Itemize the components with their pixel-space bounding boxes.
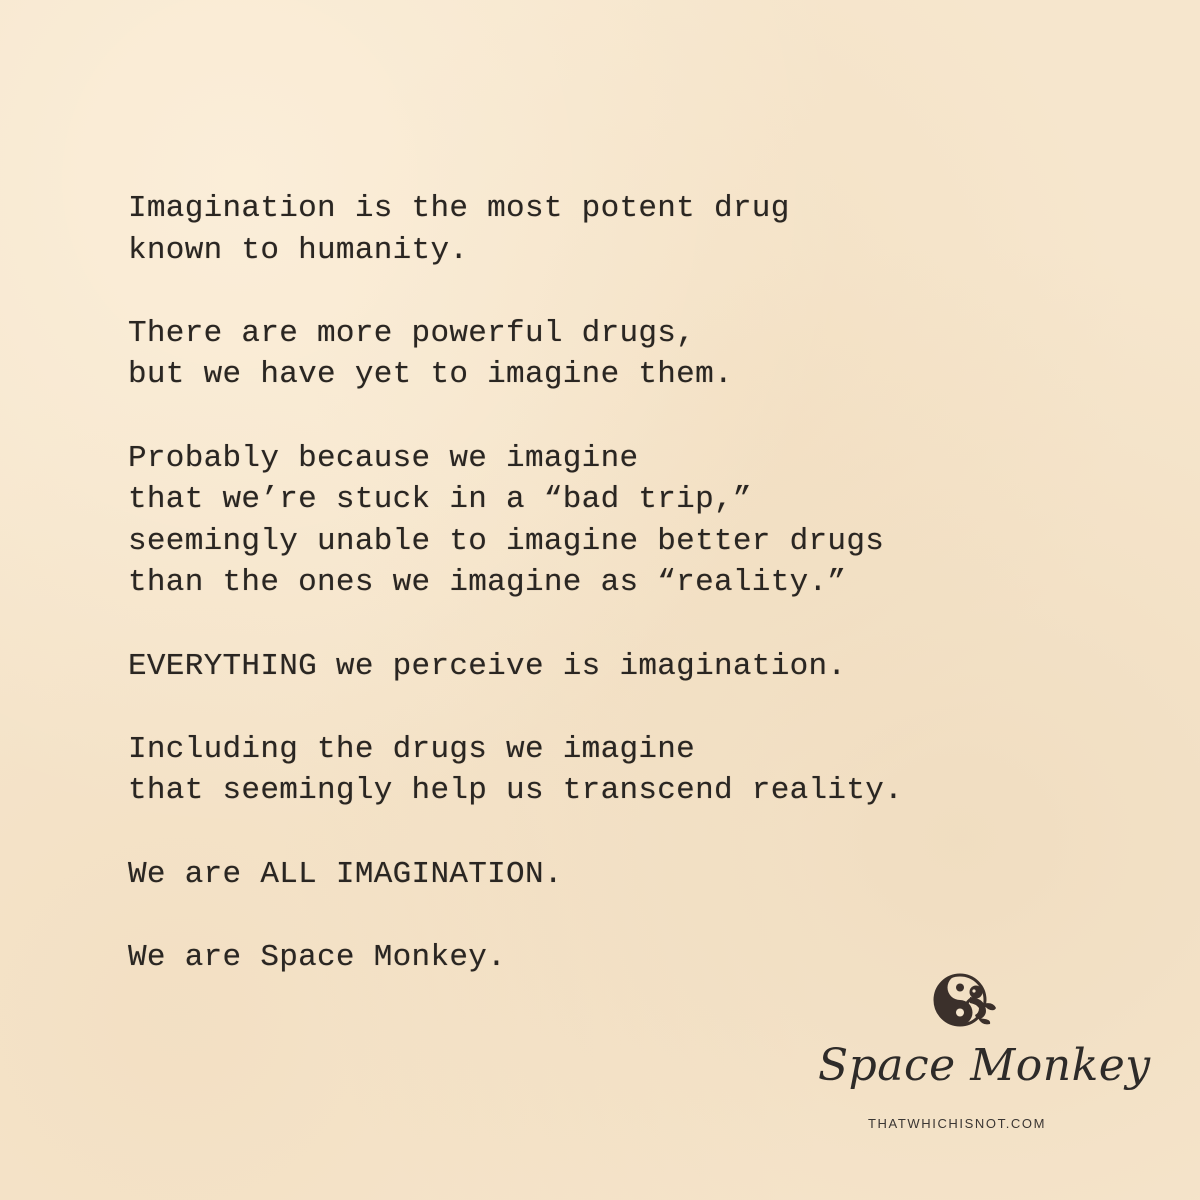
poem-stanza: [128, 646, 1028, 688]
poem-line: There are more powerful drugs,: [128, 315, 696, 351]
poem-line: than the ones we imagine as “reality.”: [128, 565, 847, 601]
poem-line: seemingly unable to imagine better drugs: [128, 523, 885, 559]
poem-line: Imagination is the most potent drug: [128, 191, 790, 226]
poem-stanza: [128, 438, 1028, 604]
poem-stanza: [128, 313, 1028, 396]
poem-line: We are ALL IMAGINATION.: [128, 856, 563, 892]
poem-line: EVERYTHING we perceive is imagination.: [128, 648, 847, 684]
poem-line: We are Space Monkey.: [128, 939, 507, 975]
brand-name: Space Monkey: [818, 1040, 1151, 1091]
space-monkey-logo-icon: [930, 968, 1002, 1032]
poem-line: Including the drugs we imagine: [128, 731, 696, 767]
poem-stanza: [128, 729, 1028, 812]
poem-stanza: [128, 937, 1028, 979]
poem-line: that we’re stuck in a “bad trip,”: [128, 482, 752, 518]
poem-line: but we have yet to imagine them.: [128, 357, 733, 393]
poem-stanza: [128, 854, 1028, 896]
poem-line: Probably because we imagine: [128, 440, 639, 476]
poem-text: [128, 188, 1028, 1020]
poem-stanza: [128, 188, 1028, 271]
poem-line: that seemingly help us transcend reality.: [128, 773, 904, 809]
poem-line: known to humanity.: [128, 232, 469, 268]
brand-url: THATWHICHISNOT.COM: [868, 1116, 1047, 1131]
